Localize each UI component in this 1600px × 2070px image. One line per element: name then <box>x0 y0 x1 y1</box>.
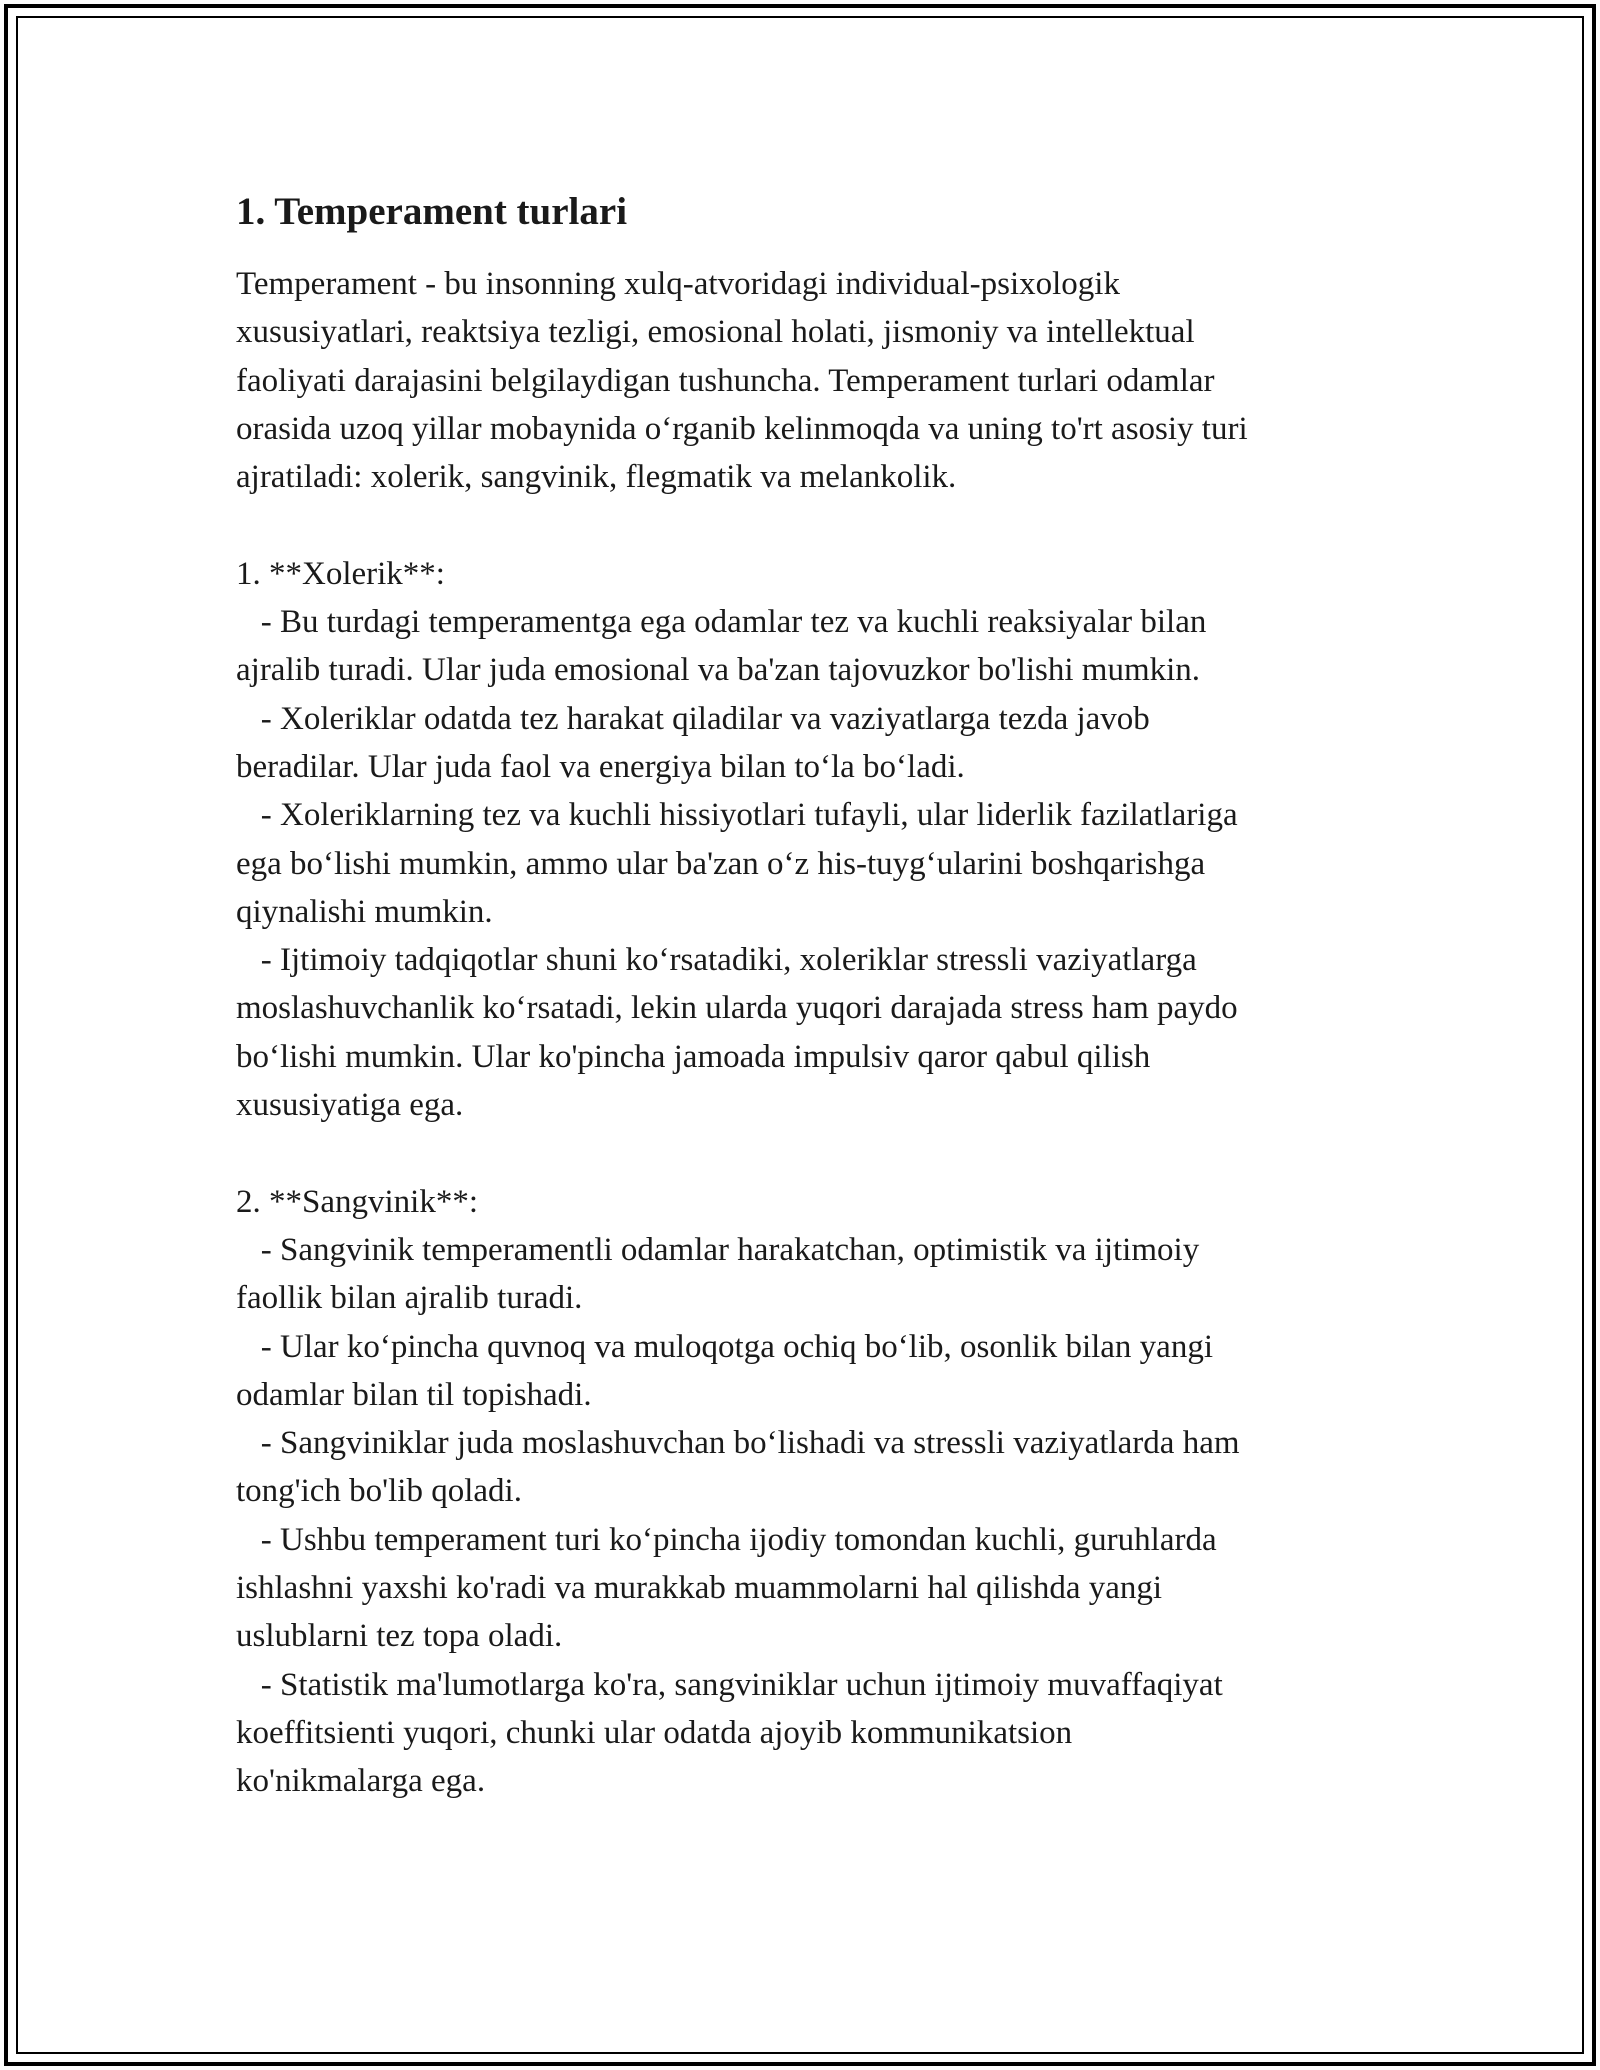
document-content <box>236 186 1376 1806</box>
document-body: Temperament - bu insonning xulq-atvoridagi individual-psixologik xususiyatlari, reaktsiya tezligi, emosional holati, jismoniy va intellektual faoliyati darajasini belgilaydigan tushuncha. Temperament turlari odamlar orasida uzoq yillar mobaynida o‘rganib kelinmoqda va uning to'rt asosiy turi ajratiladi: xolerik, sangvinik, flegmatik va melankolik. 1. **Xolerik**: - Bu turdagi temperamentga ega odamlar tez va kuchli reaksiyalar bilan ajralib turadi. Ular juda emosional va ba'zan tajovuzkor bo'lishi mumkin. - Xoleriklar odatda tez harakat qiladilar va vaziyatlarga tezda javob beradilar. Ular juda faol va energiya bilan to‘la bo‘ladi. - Xoleriklarning tez va kuchli hissiyotlari tufayli, ular liderlik fazilatlariga ega bo‘lishi mumkin, ammo ular ba'zan o‘z his-tuyg‘ularini boshqarishga qiynalishi mumkin. - Ijtimoiy tadqiqotlar shuni ko‘rsatadiki, xoleriklar stressli vaziyatlarga moslashuvchanlik ko‘rsatadi, lekin ularda yuqori darajada stress ham paydo bo‘lishi mumkin. Ular ko'pincha jamoada impulsiv qaror qabul qilish xususiyatiga ega. 2. **Sangvinik**: - Sangvinik temperamentli odamlar harakatchan, optimistik va ijtimoiy faollik bilan ajralib turadi. - Ular ko‘pincha quvnoq va muloqotga ochiq bo‘lib, osonlik bilan yangi odamlar bilan til topishadi. - Sangviniklar juda moslashuvchan bo‘lishadi va stressli vaziyatlarda ham tong'ich bo'lib qoladi. - Ushbu temperament turi ko‘pincha ijodiy tomondan kuchli, guruhlarda ishlashni yaxshi ko'radi va murakkab muammolarni hal qilishda yangi uslublarni tez topa oladi. - Statistik ma'lumotlarga ko'ra, sangviniklar uchun ijtimoiy muvaffaqiyat koeffitsienti yuqori, chunki ular odatda ajoyib kommunikatsion ko'nikmalarga ega. <box>236 266 1248 1800</box>
document-title: 1. Temperament turlari <box>236 190 628 233</box>
